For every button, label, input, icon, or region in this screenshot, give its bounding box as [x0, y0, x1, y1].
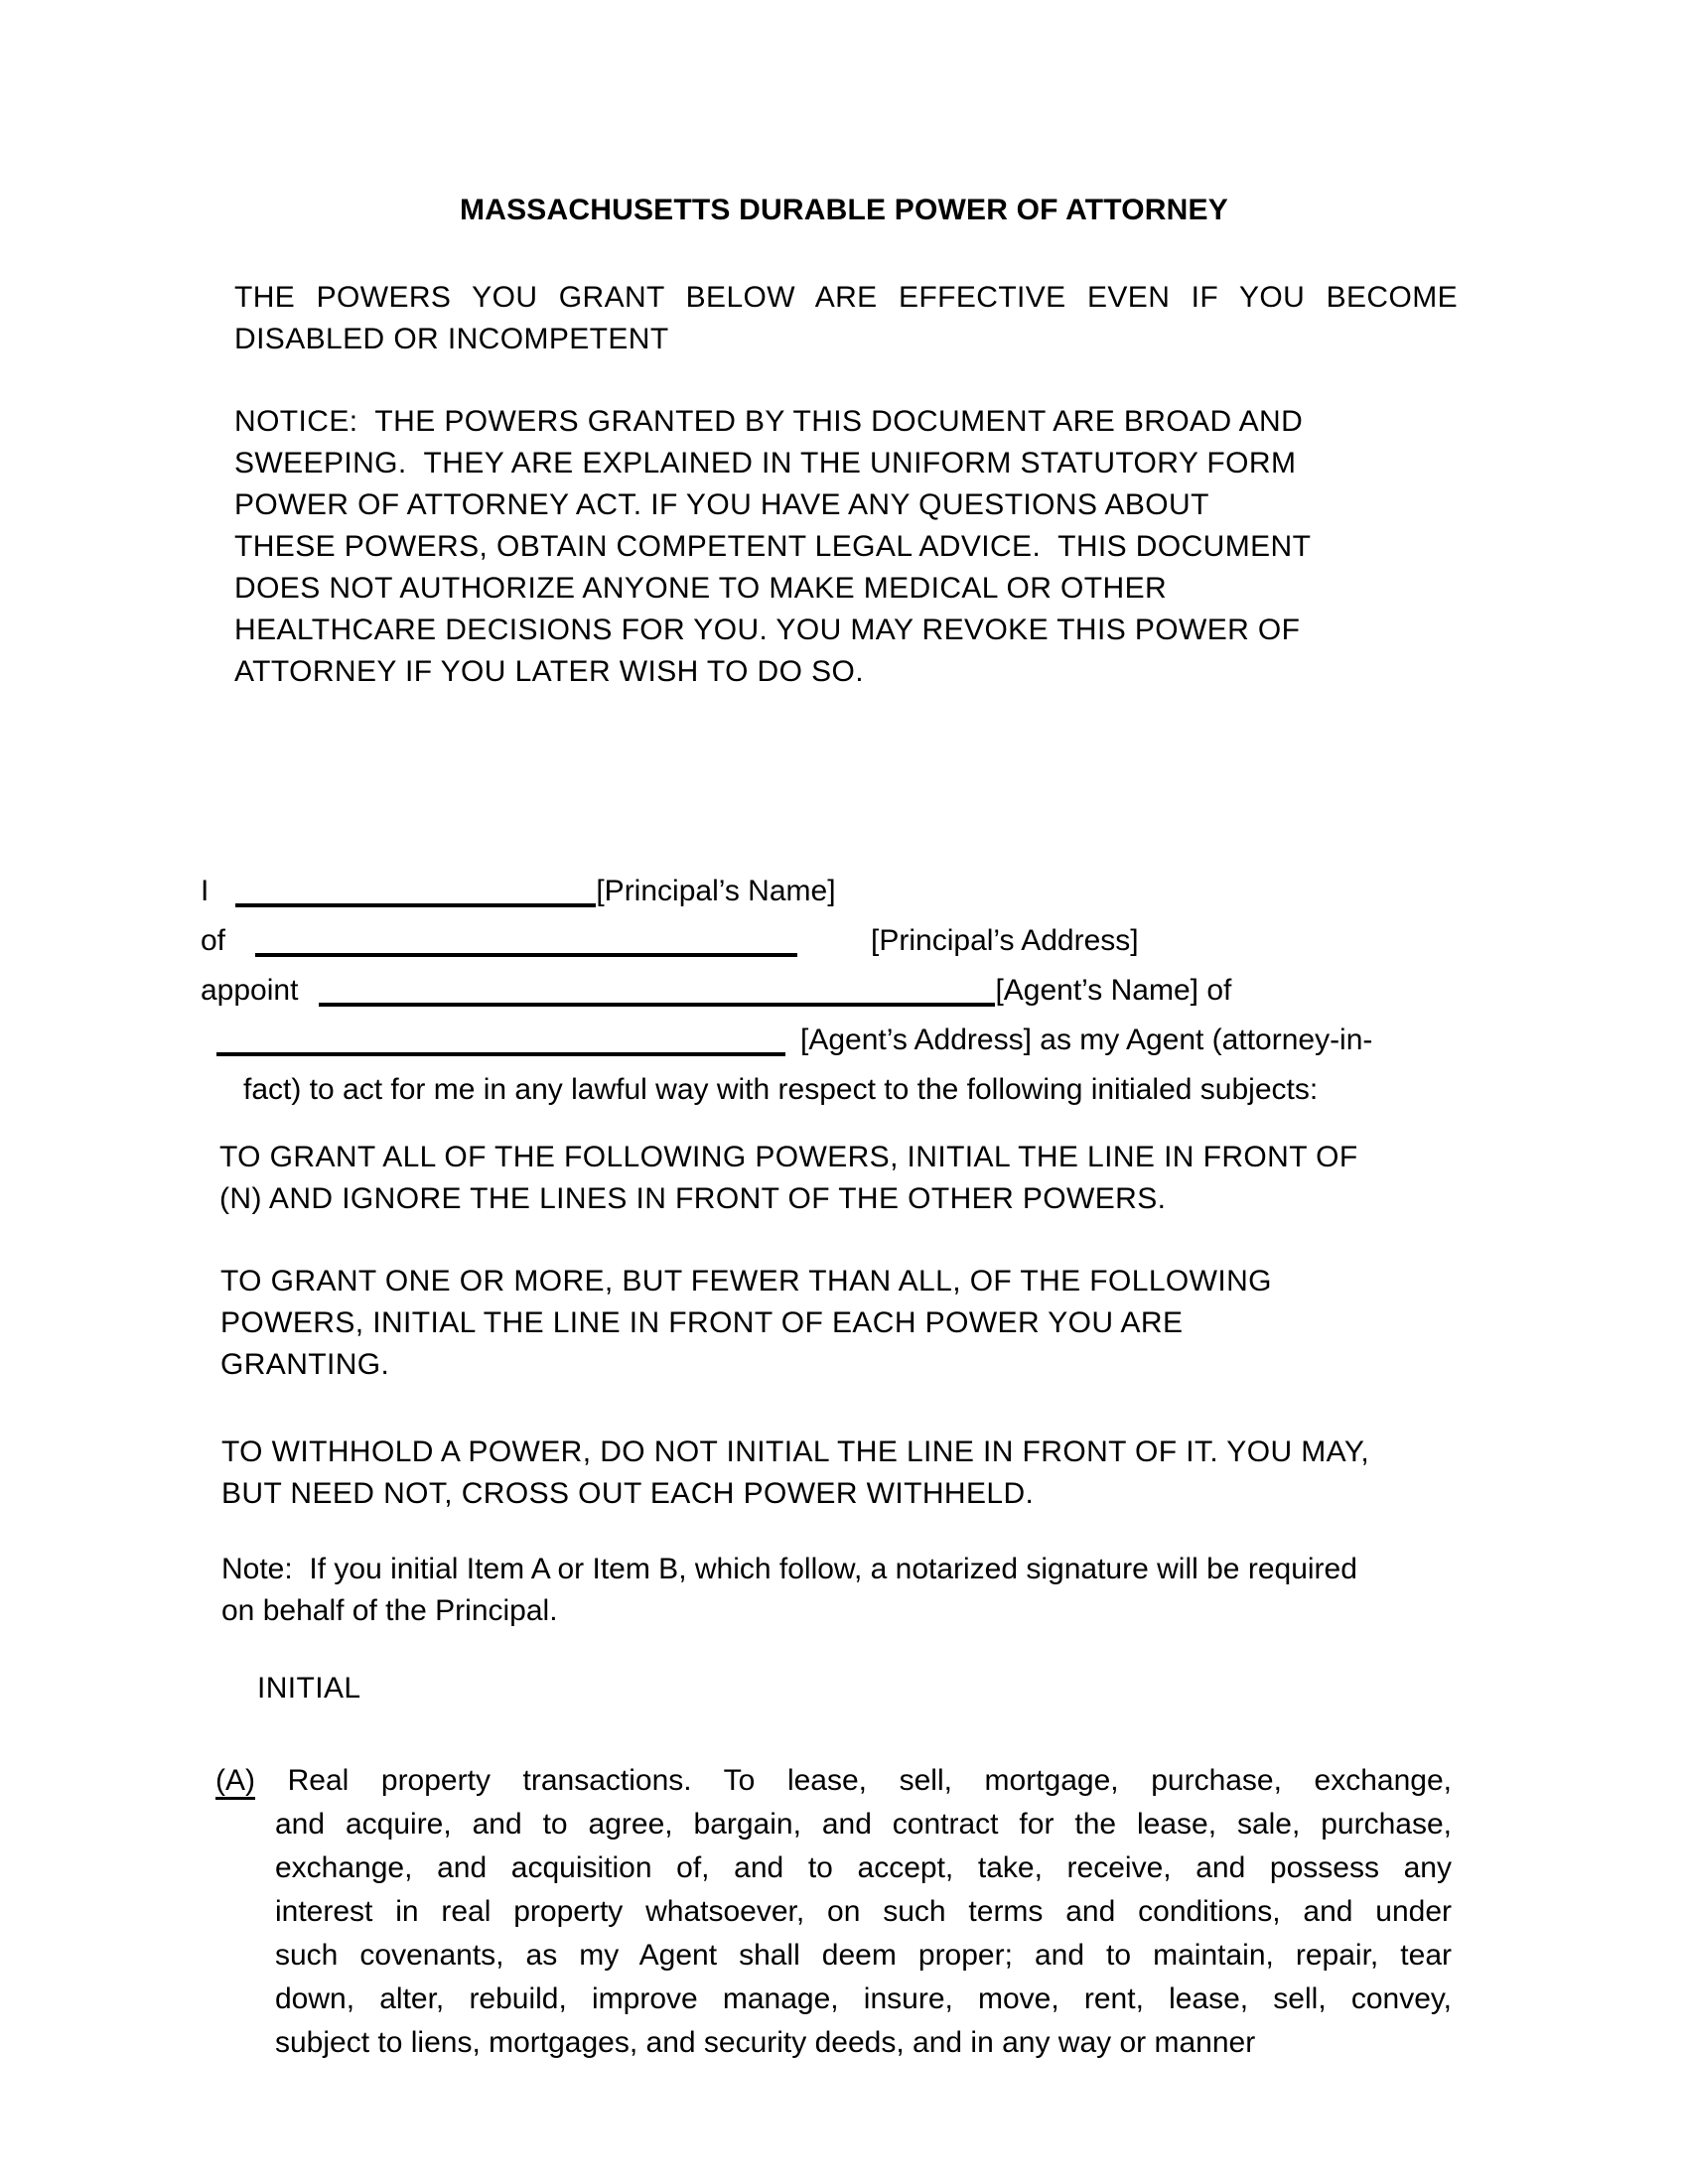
- principal-address-placeholder: [Principal’s Address]: [871, 924, 1139, 957]
- item-a-text: Real property transactions. To lease, sell, mortgage, purchase, exchange,: [287, 1764, 1452, 1797]
- paragraph-line: fact) to act for me in any lawful way with respect to the following initialed subjects:: [243, 1073, 1319, 1106]
- paragraph-line: HEALTHCARE DECISIONS FOR YOU. YOU MAY REVOKE THIS POWER OF: [234, 614, 1301, 646]
- initial-column-heading: INITIAL: [257, 1672, 361, 1705]
- agent-address-placeholder: [Agent’s Address] as my Agent (attorney-in-: [800, 1024, 1373, 1056]
- notice-paragraph: [234, 401, 1311, 693]
- withhold-paragraph: [221, 1432, 1369, 1515]
- paragraph-line: exchange, and acquisition of, and to accept, take, receive, and possess any: [275, 1851, 1452, 1884]
- paragraph-line: POWER OF ATTORNEY ACT. IF YOU HAVE ANY QUESTIONS ABOUT: [234, 488, 1209, 521]
- paragraph-line: TO WITHHOLD A POWER, DO NOT INITIAL THE LINE IN FRONT OF IT. YOU MAY,: [221, 1435, 1370, 1468]
- paragraph-line: DOES NOT AUTHORIZE ANYONE TO MAKE MEDICAL OR OTHER: [234, 572, 1168, 605]
- paragraph-line: subject to liens, mortgages, and security deeds, and in any way or manner: [275, 2026, 1256, 2059]
- grant-all-paragraph: [219, 1137, 1358, 1220]
- paragraph-line: (N) AND IGNORE THE LINES IN FRONT OF THE OTHER POWERS.: [219, 1182, 1167, 1215]
- item-a-paragraph: [215, 1759, 1452, 2065]
- paragraph-line: THESE POWERS, OBTAIN COMPETENT LEGAL ADVICE. THIS DOCUMENT: [234, 530, 1312, 563]
- paragraph-line: GRANTING.: [220, 1348, 390, 1381]
- paragraph-line: POWERS, INITIAL THE LINE IN FRONT OF EACH POWER YOU ARE: [220, 1306, 1184, 1339]
- grant-some-paragraph: [220, 1261, 1272, 1386]
- effective-notice-paragraph: [234, 277, 1458, 360]
- paragraph-line: THE POWERS YOU GRANT BELOW ARE EFFECTIVE EVEN IF YOU BECOME: [234, 281, 1458, 314]
- principal-name-placeholder: [Principal’s Name]: [596, 875, 836, 907]
- principal-name-blank[interactable]: [235, 874, 596, 907]
- paragraph-line: interest in real property whatsoever, on such terms and conditions, and under: [275, 1895, 1452, 1928]
- paragraph-line: DISABLED OR INCOMPETENT: [234, 323, 669, 355]
- paragraph-line: ATTORNEY IF YOU LATER WISH TO DO SO.: [234, 655, 864, 688]
- principal-address-prefix: of: [201, 924, 226, 957]
- principal-address-row: [201, 916, 1372, 966]
- agent-name-blank[interactable]: [319, 973, 995, 1007]
- paragraph-line: BUT NEED NOT, CROSS OUT EACH POWER WITHHELD.: [221, 1477, 1035, 1510]
- paragraph-line: Note: If you initial Item A or Item B, which follow, a notarized signature will be required: [221, 1553, 1357, 1585]
- paragraph-line: NOTICE: THE POWERS GRANTED BY THIS DOCUMENT ARE BROAD AND: [234, 405, 1304, 438]
- agent-address-row: [201, 1016, 1372, 1065]
- paragraph-line: TO GRANT ONE OR MORE, BUT FEWER THAN ALL, OF THE FOLLOWING: [220, 1265, 1272, 1297]
- principal-name-prefix: I: [201, 875, 210, 907]
- paragraph-line: on behalf of the Principal.: [221, 1594, 558, 1627]
- paragraph-line: such covenants, as my Agent shall deem proper; and to maintain, repair, tear: [275, 1939, 1452, 1972]
- paragraph-line: and acquire, and to agree, bargain, and contract for the lease, sale, purchase,: [275, 1808, 1452, 1841]
- agent-name-row: [201, 966, 1372, 1016]
- notarization-note-paragraph: [221, 1549, 1357, 1632]
- paragraph-line: SWEEPING. THEY ARE EXPLAINED IN THE UNIFORM STATUTORY FORM: [234, 447, 1297, 479]
- agent-name-prefix: appoint: [201, 974, 299, 1007]
- principal-name-row: [201, 867, 1372, 916]
- paragraph-line: TO GRANT ALL OF THE FOLLOWING POWERS, INITIAL THE LINE IN FRONT OF: [219, 1141, 1358, 1173]
- page-title: MASSACHUSETTS DURABLE POWER OF ATTORNEY: [460, 194, 1228, 226]
- appointment-section: [201, 867, 1372, 1115]
- principal-address-blank[interactable]: [255, 923, 797, 957]
- agent-name-placeholder: [Agent’s Name] of: [995, 974, 1232, 1007]
- agent-address-blank[interactable]: [216, 1023, 785, 1056]
- paragraph-line: [215, 1759, 1452, 1803]
- paragraph-line: down, alter, rebuild, improve manage, insure, move, rent, lease, sell, convey,: [275, 1982, 1452, 2015]
- item-a-marker: (A): [215, 1764, 255, 1800]
